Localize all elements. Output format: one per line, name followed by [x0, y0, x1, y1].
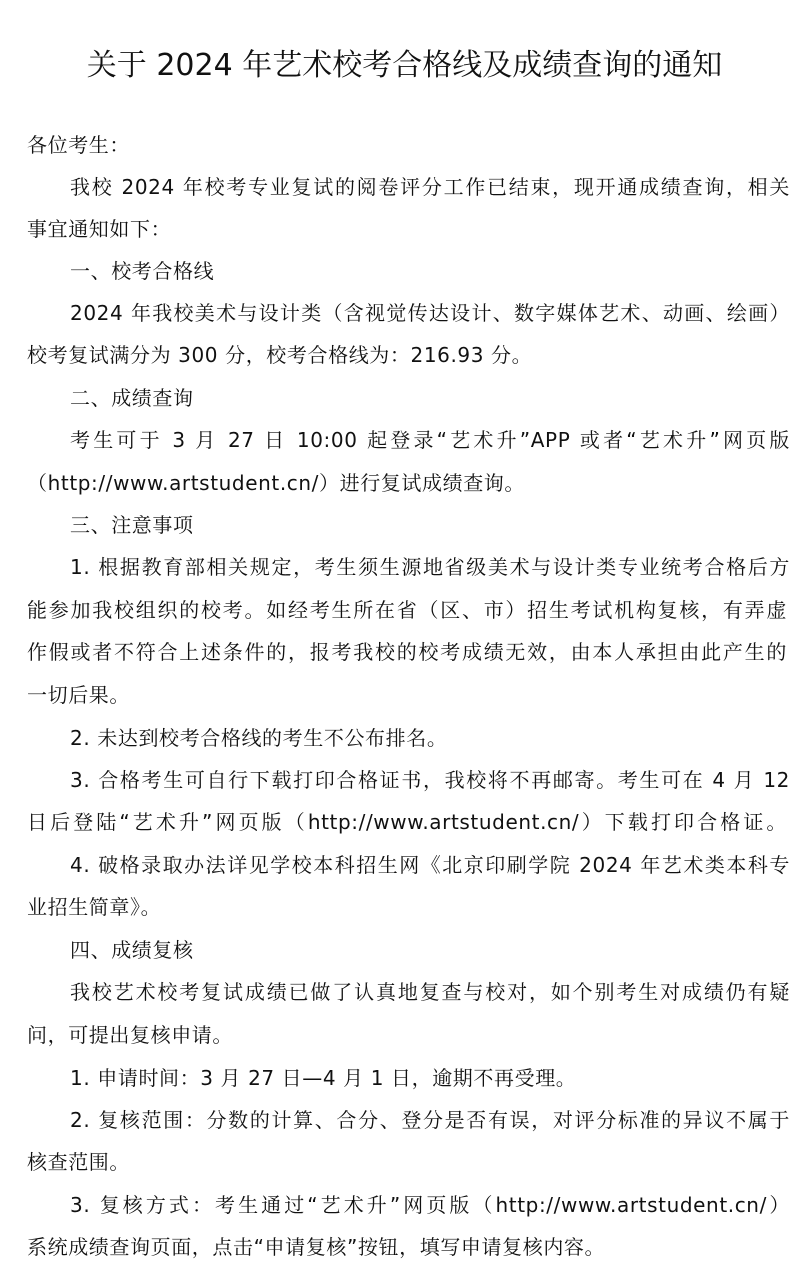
section-heading-notes: 三、注意事项: [70, 513, 194, 537]
notes-item-3-line-1: 3. 合格考生可自行下载打印合格证书，我校将不再邮寄。考生可在 4 月 12: [70, 768, 790, 792]
section-heading-score-review: 四、成绩复核: [70, 938, 194, 962]
notes-item-4-line-1: 4. 破格录取办法详见学校本科招生网《北京印刷学院 2024 年艺术类本科专: [70, 853, 790, 877]
section-heading-score-query: 二、成绩查询: [70, 386, 194, 410]
intro-line-1: 我校 2024 年校考专业复试的阅卷评分工作已结束，现开通成绩查询，相关: [70, 175, 790, 199]
review-item-2-line-2: 核查范围。: [27, 1150, 130, 1174]
notes-item-1-line-4: 一切后果。: [27, 683, 130, 707]
review-intro-line-1: 我校艺术校考复试成绩已做了认真地复查与校对，如个别考生对成绩仍有疑: [70, 980, 790, 1004]
section-1-line-1: 2024 年我校美术与设计类（含视觉传达设计、数字媒体艺术、动画、绘画）: [70, 301, 790, 325]
section-heading-qualifying-line: 一、校考合格线: [70, 259, 215, 283]
review-item-1-time: 1. 申请时间：3 月 27 日—4 月 1 日，逾期不再受理。: [70, 1066, 577, 1090]
salutation: 各位考生：: [27, 133, 130, 157]
review-item-3-line-2: 系统成绩查询页面，点击“申请复核”按钮，填写申请复核内容。: [27, 1235, 606, 1259]
notes-item-3-line-2: 日后登陆“艺术升”网页版（http://www.artstudent.cn/）下载打印合格证。: [27, 810, 787, 834]
review-intro-line-2: 问，可提出复核申请。: [27, 1023, 233, 1047]
intro-line-2: 事宜通知如下：: [27, 217, 172, 241]
section-2-line-2-website: （http://www.artstudent.cn/）进行复试成绩查询。: [27, 471, 526, 495]
document-title: 关于 2024 年艺术校考合格线及成绩查询的通知: [86, 48, 723, 83]
notes-item-2: 2. 未达到校考合格线的考生不公布排名。: [70, 726, 448, 750]
notes-item-1-line-3: 作假或者不符合上述条件的，报考我校的校考成绩无效，由本人承担由此产生的: [27, 640, 787, 664]
section-2-line-1: 考生可于 3 月 27 日 10:00 起登录“艺术升”APP 或者“艺术升”网页版: [70, 428, 790, 452]
review-item-3-line-1: 3. 复核方式：考生通过“艺术升”网页版（http://www.artstudent.cn/）: [70, 1193, 790, 1217]
review-item-2-line-1: 2. 复核范围：分数的计算、合分、登分是否有误，对评分标准的异议不属于: [70, 1108, 790, 1132]
section-1-line-2: 校考复试满分为 300 分，校考合格线为：216.93 分。: [27, 343, 533, 367]
notes-item-1-line-2: 能参加我校组织的校考。如经考生所在省（区、市）招生考试机构复核，有弄虚: [27, 598, 787, 622]
notes-item-4-line-2: 业招生简章》。: [27, 895, 162, 919]
notes-item-1-line-1: 1. 根据教育部相关规定，考生须生源地省级美术与设计类专业统考合格后方: [70, 555, 790, 579]
